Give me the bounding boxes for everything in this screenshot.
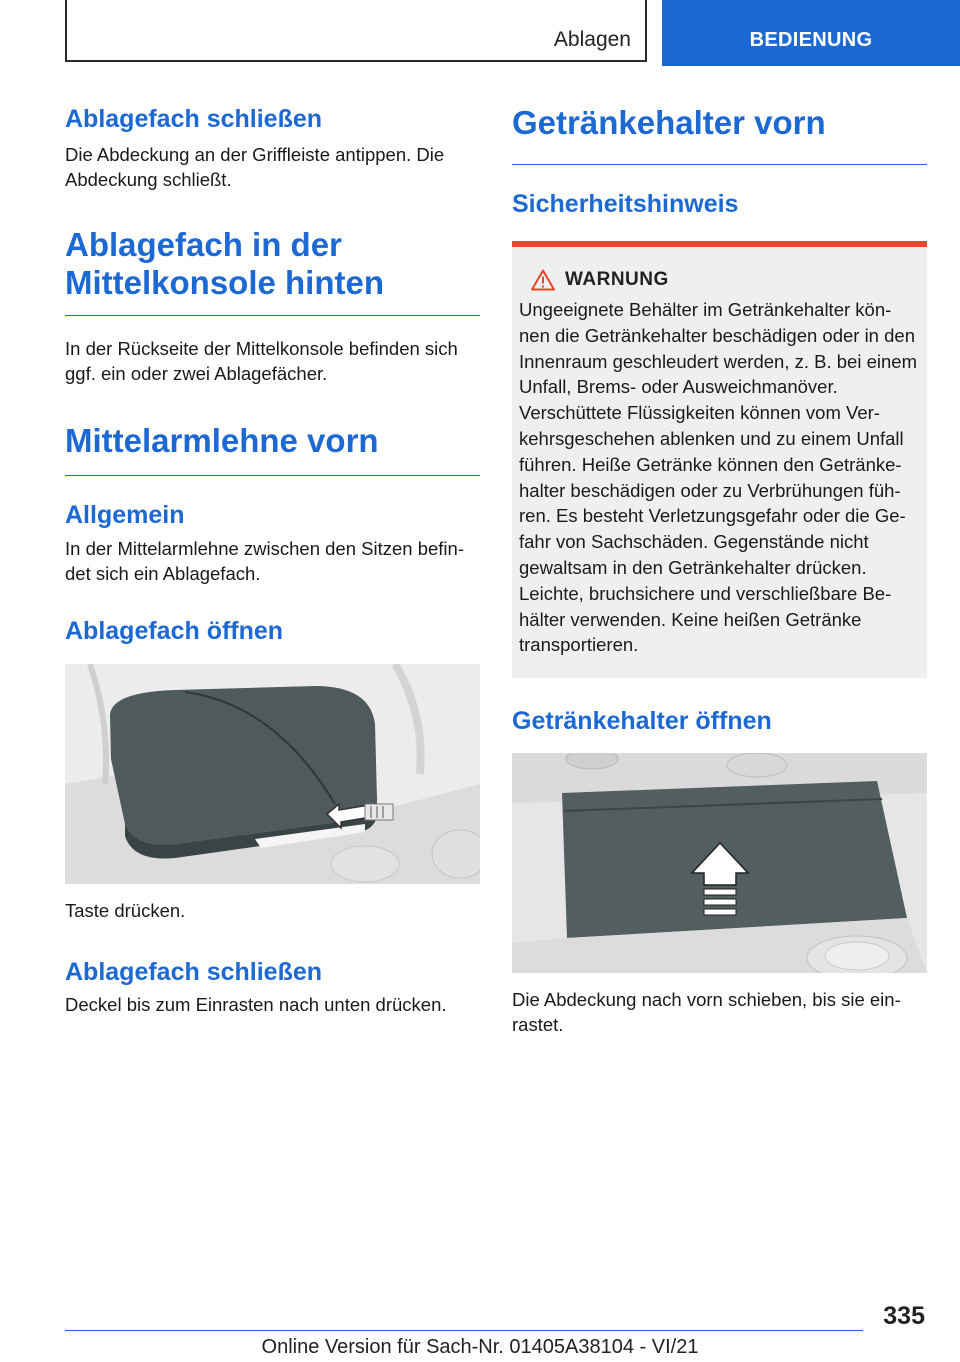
paragraph-deckel: Deckel bis zum Einrasten nach unten drücken. (65, 994, 447, 1015)
page-header (0, 0, 960, 66)
header-section-title: Ablagen (553, 28, 631, 51)
armrest-illustration (65, 664, 480, 884)
heading-sicherheitshinweis: Sicherheitshinweis (512, 190, 739, 218)
left-column (65, 104, 480, 1017)
heading-mittelkonsole-hinten: Ablagefach in der Mittelkonsole hinten (65, 226, 385, 301)
heading-getraenkehalter-vorn: Getränkehalter vorn (512, 104, 826, 141)
heading-rule (65, 475, 480, 476)
heading-mittelarmlehne-vorn: Mittelarmlehne vorn (65, 422, 379, 459)
heading-ablagefach-schliessen-2: Ablagefach schließen (65, 958, 323, 986)
warning-text: Ungeeignete Behälter im Getränkehalter kön‐ nen die Getränkehalter beschädigen oder in den Innenraum geschleudert werden, z. B. bei einem Unfall, Brems- oder Ausweichmanöver. Verschüttete Flüssigkeiten können vom Ver‐ kehrsgeschehen ablenken und zu einem Unfall führen. Heiße Getränke können den Getränke‐ halter beschädigen oder zu Verbrühungen füh‐ ren. Es besteht Verletzungsgefahr oder die Ge‐ fahr von Sachschäden. Gegenstände nicht gewaltsam in den Getränkehalter drücken. Leichte, bruchsichere und verschließbare Be‐ hälter verwenden. Keine heißen Getränke transportieren. (519, 299, 917, 656)
paragraph-allgemein: In der Mittelarmlehne zwischen den Sitzen befin‐ det sich ein Ablagefach. (65, 538, 464, 584)
heading-ablagefach-schliessen: Ablagefach schließen (65, 105, 323, 133)
footer-text: Online Version für Sach-Nr. 01405A38104 - VI/21 (261, 1336, 699, 1358)
warning-triangle-icon (531, 269, 555, 291)
heading-ablagefach-oeffnen: Ablagefach öffnen (65, 617, 284, 645)
header-chapter-tab: BEDIENUNG (662, 0, 960, 66)
warning-header (531, 269, 919, 291)
armrest-image (65, 664, 480, 884)
header-section-box (65, 0, 647, 62)
heading-rule (65, 315, 480, 316)
cupholder-image (512, 753, 927, 973)
paragraph-rueckseite: In der Rückseite der Mittelkonsole befinden sich ggf. ein oder zwei Ablagefächer. (65, 338, 458, 384)
heading-rule (512, 164, 927, 165)
page-number: 335 (883, 1302, 925, 1330)
paragraph-abdeckung: Die Abdeckung an der Griffleiste antippen. Die Abdeckung schließt. (65, 144, 445, 190)
right-column (512, 104, 927, 1037)
caption-abdeckung-schieben: Die Abdeckung nach vorn schieben, bis sie ein‐ rastet. (512, 989, 901, 1036)
warning-box (512, 241, 927, 678)
heading-getraenkehalter-oeffnen: Getränkehalter öffnen (512, 707, 772, 736)
heading-allgemein: Allgemein (65, 501, 185, 529)
caption-taste-druecken: Taste drücken. (65, 900, 186, 921)
footer-rule (65, 1330, 863, 1331)
warning-label: WARNUNG (565, 269, 669, 290)
cupholder-illustration (512, 753, 927, 973)
